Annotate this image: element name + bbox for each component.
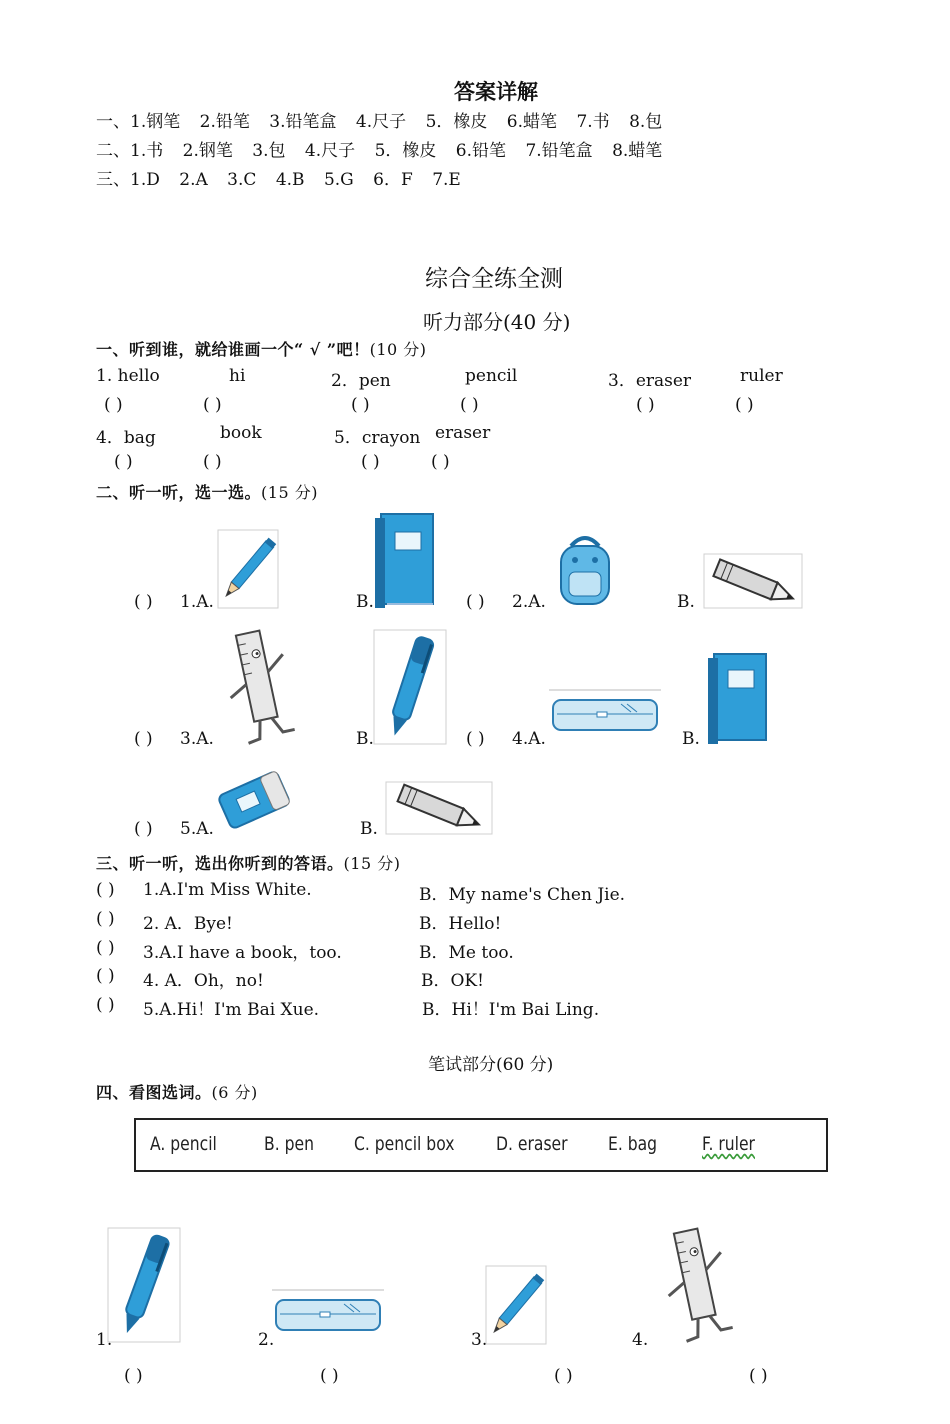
answer-item: 4.尺子 [304,141,356,161]
word: eraser [435,423,491,443]
answer-item: 8.包 [629,112,663,132]
answer-blank[interactable]: ( ) [735,395,754,415]
word-option: C. pencil box [354,1133,455,1155]
answer-item: 2.A [179,170,208,190]
answer-blank[interactable]: ( ) [134,819,153,839]
answer-blank[interactable]: ( ) [320,1366,339,1386]
item-number: 2. [258,1330,275,1350]
answer-item: 4.B [275,170,305,190]
word: 5．crayon [334,428,421,448]
answer-item: 5．橡皮 [425,112,488,132]
answer-blank[interactable]: ( ) [96,880,115,900]
option-a: 2. A．Bye! [143,914,233,934]
answer-blank[interactable]: ( ) [134,592,153,612]
answer-item: 6.蜡笔 [506,112,558,132]
answer-blank[interactable]: ( ) [104,395,123,415]
answer-blank[interactable]: ( ) [431,452,450,472]
option-label: B. [677,592,695,612]
section-3-heading [96,851,400,874]
answer-row-prefix: 三、 [96,170,130,190]
ruler-character-icon [218,628,300,746]
word: 4．bag [96,428,156,448]
ruler-character-icon [656,1226,738,1344]
section-heading-text: 四、看图选词。 [96,1083,212,1102]
crayon-icon [704,554,804,610]
answer-item: 4.尺子 [355,112,407,132]
word-option: B. pen [264,1133,314,1155]
answer-blank[interactable]: ( ) [361,452,380,472]
answer-blank[interactable]: ( ) [96,909,115,929]
option-label: 2.A. [512,592,546,612]
pencil-icon [218,530,280,610]
answer-row-1 [96,107,662,132]
section-points: (15 分) [343,854,401,873]
answer-item: 2.铅笔 [199,112,250,132]
option-b: B．My name's Chen Jie. [419,885,626,905]
answer-item: 1.D [130,170,160,190]
answer-row-3 [96,165,461,190]
answer-blank[interactable]: ( ) [114,452,133,472]
word: hi [229,366,246,386]
answer-row-prefix: 二、 [96,141,130,161]
answer-item: 6．F [373,170,413,190]
section-2-heading [96,480,318,503]
option-label: 1.A. [180,592,214,612]
option-label: 3.A. [180,729,214,749]
answer-blank[interactable]: ( ) [124,1366,143,1386]
answer-row-prefix: 一、 [96,112,130,132]
option-b: B．Hello! [419,914,502,934]
test-title: 综合全练全测 [425,266,563,292]
answer-item: 7.铅笔盒 [525,141,593,161]
word: book [220,423,262,443]
pencil-icon [486,1266,548,1346]
option-a: 3.A.I have a book，too. [143,943,342,963]
option-b: B．OK! [421,971,484,991]
answer-blank[interactable]: ( ) [749,1366,768,1386]
answer-blank[interactable]: ( ) [636,395,655,415]
word: 2．pen [331,371,391,391]
answer-blank[interactable]: ( ) [351,395,370,415]
eraser-icon [216,766,294,836]
answer-blank[interactable]: ( ) [466,729,485,749]
section-heading-text: 三、听一听，选出你听到的答语。 [96,854,344,873]
answer-blank[interactable]: ( ) [460,395,479,415]
backpack-icon [551,532,619,608]
answer-blank[interactable]: ( ) [203,395,222,415]
section-points: (15 分) [261,483,318,502]
item-number: 1. [96,1330,113,1350]
crayon-icon [386,782,494,836]
book-icon [373,510,439,610]
answer-blank[interactable]: ( ) [96,966,115,986]
answer-item: 1.钢笔 [130,112,181,132]
pen-icon [108,1228,182,1344]
writing-title: 笔试部分(60 分) [428,1055,554,1075]
item-number: 4. [632,1330,649,1350]
answer-item: 3.铅笔盒 [269,112,337,132]
answer-blank[interactable]: ( ) [134,729,153,749]
word-bank-box [134,1118,828,1172]
answer-item: 3.C [227,170,257,190]
answer-blank[interactable]: ( ) [554,1366,573,1386]
pen-icon [374,630,448,746]
word-option: A. pencil [150,1133,217,1155]
word: 3．eraser [608,371,692,391]
option-label: B. [356,729,374,749]
pencil-box-icon [549,688,663,740]
option-a: 4. A．Oh，no! [143,971,264,991]
section-heading-text: 一、听到谁，就给谁画一个“ √ ”吧！ [96,340,370,359]
option-label: 4.A. [512,729,546,749]
option-a: 5.A.Hi！I'm Bai Xue. [143,1000,320,1020]
listening-title: 听力部分(40 分) [423,310,571,334]
answer-item: 7.书 [576,112,610,132]
item-number: 3. [471,1330,488,1350]
section-4-heading [96,1080,258,1103]
option-label: 5.A. [180,819,214,839]
section-points: (6 分) [211,1083,258,1102]
book-icon [706,650,774,746]
option-label: B. [356,592,374,612]
section-heading-text: 二、听一听，选一选。 [96,483,262,502]
answer-item: 6.铅笔 [455,141,507,161]
option-label: B. [360,819,378,839]
word: 1. hello [96,366,160,386]
word-option: F. ruler [702,1133,755,1155]
word: pencil [465,366,518,386]
answer-row-2 [96,136,662,161]
answer-item: 8.蜡笔 [612,141,663,161]
answer-blank[interactable]: ( ) [96,938,115,958]
option-b: B．Hi！I'm Bai Ling. [422,1000,600,1020]
answer-blank[interactable]: ( ) [96,995,115,1015]
option-a: 1.A.I'm Miss White. [143,880,312,900]
word: ruler [740,366,783,386]
answer-title: 答案详解 [454,79,538,104]
answer-item: 1.书 [130,141,164,161]
answer-item: 3.包 [252,141,286,161]
answer-item: 7.E [432,170,461,190]
answer-item: 5.G [323,170,354,190]
option-b: B．Me too. [419,943,514,963]
word-option: E. bag [608,1133,658,1155]
word-option: D. eraser [496,1133,568,1155]
pencil-box-icon [272,1288,386,1340]
answer-item: 2.钢笔 [182,141,233,161]
section-1-heading [96,337,427,360]
answer-item: 5．橡皮 [374,141,437,161]
answer-blank[interactable]: ( ) [466,592,485,612]
option-label: B. [682,729,700,749]
answer-blank[interactable]: ( ) [203,452,222,472]
section-points: (10 分) [369,340,427,359]
